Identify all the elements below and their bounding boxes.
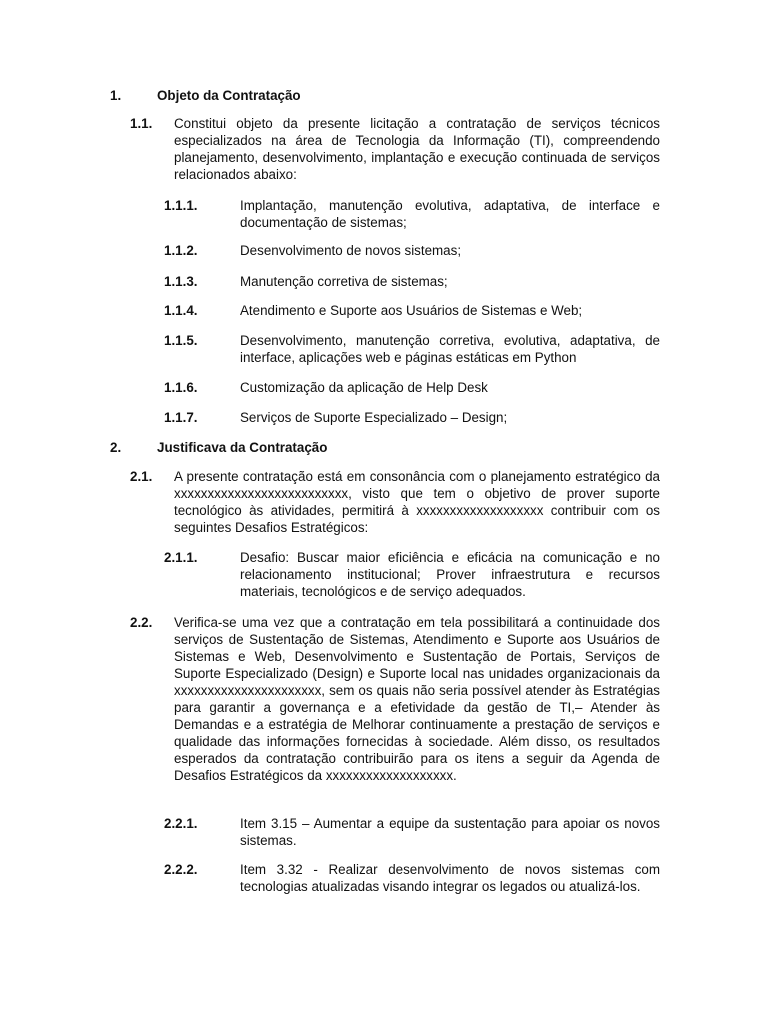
paragraph-text: Verifica-se uma vez que a contratação em tela possibilitará a continuidade dos serviços de Sustentação de Sistemas, Atendimento e Suporte aos Usuários de Sistemas e Web, Desenvolvimento e Sustentação de Portais, Serviços de Suporte Especializado (Design) e Suporte local nas unidades organizacionais da xxxxxxxxxxxxxxxxxxxxxx, sem os quais não seria possível atender às Estratégias para garantir a governança e a efetividade da gestão de TI,– Atender às Demandas e a estratégia de Melhorar continuamente a prestação de serviços e qualidade das informações fornecidas à sociedade. Além disso, os resultados esperados da contratação contribuirão para os itens a seguir da Agenda de Desafios Estratégicos da xxxxxxxxxxxxxxxxxxx. xyxy=(174,615,660,783)
item-number: 1.1.7. xyxy=(164,410,198,425)
item-text: Desenvolvimento de novos sistemas; xyxy=(240,243,462,258)
item-number: 2.2.2. xyxy=(164,862,198,877)
section-heading-2 xyxy=(110,439,327,456)
item-text: Item 3.15 – Aumentar a equipe da sustentação para apoiar os novos sistemas. xyxy=(240,816,660,848)
paragraph-number: 2.2. xyxy=(130,615,153,630)
section-heading-1 xyxy=(110,87,301,104)
paragraph-number: 1.1. xyxy=(130,116,153,131)
item-number: 1.1.2. xyxy=(164,243,198,258)
paragraph-1-1 xyxy=(130,115,660,183)
item-text: Desafio: Buscar maior eficiência e eficácia na comunicação e no relacionamento institucional; Prover infraestrutura e recursos materiais, tecnológicos e de serviço adequados. xyxy=(240,550,660,599)
item-number: 2.1.1. xyxy=(164,550,198,565)
section-number: 1. xyxy=(110,88,122,103)
item-text: Atendimento e Suporte aos Usuários de Sistemas e Web; xyxy=(240,303,583,318)
item-text: Customização da aplicação de Help Desk xyxy=(240,380,488,395)
paragraph-number: 2.1. xyxy=(130,469,153,484)
section-title: Justificava da Contratação xyxy=(157,440,328,455)
item-2-2-1 xyxy=(164,815,660,849)
item-1-1-3 xyxy=(164,273,660,290)
item-number: 1.1.4. xyxy=(164,303,198,318)
item-text: Serviços de Suporte Especializado – Design; xyxy=(240,410,508,425)
item-text: Manutenção corretiva de sistemas; xyxy=(240,274,448,289)
paragraph-2-2 xyxy=(130,614,660,784)
item-number: 1.1.1. xyxy=(164,198,198,213)
item-number: 1.1.6. xyxy=(164,380,198,395)
item-number: 1.1.5. xyxy=(164,333,198,348)
item-1-1-4 xyxy=(164,302,660,319)
item-1-1-1 xyxy=(164,197,660,231)
section-title: Objeto da Contratação xyxy=(157,88,301,103)
item-text: Implantação, manutenção evolutiva, adaptativa, de interface e documentação de sistemas; xyxy=(240,198,660,230)
item-1-1-6 xyxy=(164,379,660,396)
paragraph-text: Constitui objeto da presente licitação a contratação de serviços técnicos especializados na área de Tecnologia da Informação (TI), compreendendo planejamento, desenvolvimento, implantação e execução continuada de serviços relacionados abaixo: xyxy=(174,116,660,182)
item-2-1-1 xyxy=(164,549,660,600)
item-number: 1.1.3. xyxy=(164,274,198,289)
item-text: Item 3.32 - Realizar desenvolvimento de novos sistemas com tecnologias atualizadas visando integrar os legados ou atualizá-los. xyxy=(240,862,660,894)
item-2-2-2 xyxy=(164,861,660,895)
item-1-1-7 xyxy=(164,409,660,426)
paragraph-2-1 xyxy=(130,468,660,536)
item-number: 2.2.1. xyxy=(164,816,198,831)
item-1-1-2 xyxy=(164,242,660,259)
section-number: 2. xyxy=(110,440,122,455)
item-text: Desenvolvimento, manutenção corretiva, evolutiva, adaptativa, de interface, aplicações web e páginas estáticas em Python xyxy=(240,333,660,365)
paragraph-text: A presente contratação está em consonância com o planejamento estratégico da xxxxxxxxxxxxxxxxxxxxxxxxxx, visto que tem o objetivo de prover suporte tecnológico às atividades, permitirá à xxxxxxxxxxxxxxxxxxx contribuir com os seguintes Desafios Estratégicos: xyxy=(174,469,660,535)
item-1-1-5 xyxy=(164,332,660,366)
